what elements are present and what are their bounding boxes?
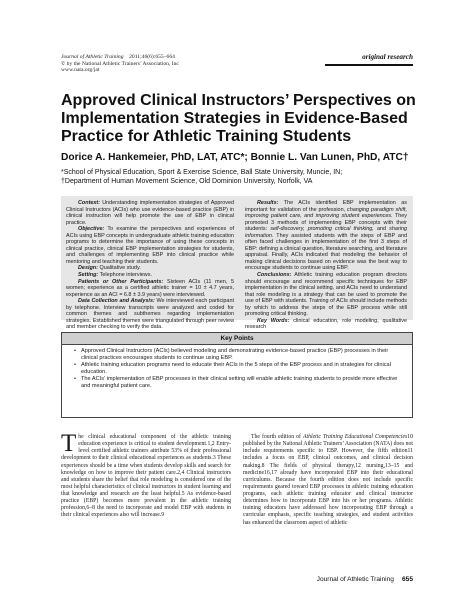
bullet-icon: • — [74, 348, 76, 354]
abstract-objective: Objective: To examine the perspectives and experiences of ACIs using EBP concepts in undergraduate athletic training education programs to determine the importance of using these concepts in clinical practice, clinical EBP implementation strategies for students, and challenges of implementing EBP into clinical practice while mentoring and teaching their students. — [66, 226, 234, 265]
author-line: Dorice A. Hankemeier, PhD, LAT, ATC*; Bonnie L. Van Lunen, PhD, ATC† — [61, 152, 409, 163]
journal-header — [61, 54, 179, 74]
affiliations — [61, 168, 431, 186]
drop-cap: T — [61, 430, 77, 457]
journal-url[interactable]: www.nata.org/jat — [61, 67, 100, 74]
body-right-column — [243, 434, 413, 527]
body-paragraph: The fourth edition of Athletic Training Educational Competencies10 published by the National Athletic Trainers’ Association (NATA) does not include requirements specific to EBP. However, the fifth edition11 includes a focus on EBP, clinical outcomes, and clinical decision making.8 The fields of physical therapy,12 nursing,13–15 and medicine16,17 already have incorporated EBP into their educational curriculums. Because the fourth edition does not include specific requirements geared toward EBP processes in athletic training education programs, each athletic training educator and clinical instructor determines how to incorporate EBP into his or her programs. Athletic training educators have addressed how incorporating EBP through a curricular emphasis, specific teaching strategies, and student activities has enhanced the classroom aspect of athletic — [243, 434, 413, 526]
journal-issue: 2011;46(6):655–664 — [129, 54, 175, 60]
abstract-design: Design: Qualitative study. — [78, 265, 141, 272]
affiliation-1: *School of Physical Education, Sport & Exercise Science, Ball State University, Muncie, IN; — [61, 169, 343, 176]
bullet-icon: • — [74, 376, 76, 383]
key-points-heading: Key Points — [62, 333, 412, 345]
copyright-line: © by the National Athletic Trainers’ Association, Inc — [61, 60, 179, 67]
abstract-context: Context: Understanding implementation strategies of Approved Clinical Instructors (ACIs) who use evidence-based practice (EBP) in clinical instruction will help promote the use of EBP in clinical practice. — [66, 200, 234, 226]
header-rule — [325, 64, 413, 66]
key-point-item: • Athletic training education programs need to educate their ACIs in the 5 steps of the EBP process and in strategies for clinical education. — [74, 362, 391, 375]
section-label: original research — [362, 53, 413, 61]
body-paragraph: The clinical educational component of the athletic training education experience is critical to student development.1,2 Entry-level certified athletic trainers attribute 53% of their professional development to their clinical educational experiences as students.3 These experiences should be a time when students develop skills and search for knowledge on how to improve their patient care.2,4 Clinical instructors and students share the belief that role modeling is considered one of the most helpful characteristics of clinical instructors in student learning and that knowledge and research are the least helpful.5 As evidence-based practice (EBP) becomes more prevalent in the athletic training profession,6–8 the need to incorporate and model EBP with students in their clinical experiences also will increase.9 — [61, 430, 231, 519]
key-point-item: • The ACIs’ implementation of EBP processes in their clinical setting will enable athletic training students to provide more effective and meaningful patient care. — [74, 376, 398, 389]
journal-title: Journal of Athletic Training — [61, 54, 124, 60]
affiliation-2: †Department of Human Movement Science, Old Dominion University, Norfolk, VA — [61, 178, 313, 185]
abstract-results: Results: The ACIs identified EBP implementation as important for validation of the profession, changing paradigm shift, improving patient care, and improving student experiences. They promoted 3 methods of implementing EBP concepts with their students: self-discovery, promoting critical thinking, and sharing information. They assisted students with the steps of EBP and often faced challenges in implementation of the first 3 steps of EBP: defining a clinical question, literature searching, and literature appraisal. Finally, ACIs indicated that modeling the behavior of making clinical decisions based on evidence was the best way to encourage students to continue using EBP. — [245, 200, 408, 272]
abstract-box — [61, 196, 413, 331]
abstract-participants: Patients or Other Participants: Sixteen ACIs (11 men, 5 women; experience as a certified athletic trainer = 10 ± 4.7 years, experience as an ACI = 6.8 ± 3.9 years) were interviewed. — [66, 278, 235, 298]
key-points-list — [62, 345, 412, 390]
key-points-box — [61, 332, 413, 418]
page-footer — [313, 576, 413, 583]
abstract-setting: Setting: Telephone interviews. — [78, 272, 152, 279]
abstract-keywords: Key Words: clinical education, role modeling, qualitative research — [245, 317, 407, 331]
footer-journal: Journal of Athletic Training — [316, 576, 394, 583]
key-point-item: • Approved Clinical Instructors (ACIs) believed modeling and demonstrating evidence-based practice (EBP) processes in their clinical practices encourages students to continue using EBP. — [74, 348, 389, 361]
page-number: 655 — [401, 576, 413, 583]
abstract-right-column — [245, 200, 407, 331]
body-left-column — [61, 430, 231, 520]
article-title: Approved Clinical Instructors’ Perspectives on Implementation Strategies in Evidence-Based Practice for Athletic Training Students — [61, 92, 416, 145]
bullet-icon: • — [74, 362, 76, 369]
abstract-conclusions: Conclusions: Athletic training education program directors should encourage and recommend specific techniques for EBP implementation in the clinical setting, and ACIs need to understand that role modeling is a strategy that can be used to promote the use of EBP with students. Training of ACIs should include methods by which to address the steps of the EBP process while still promoting critical thinking. — [245, 272, 408, 318]
abstract-left-column — [66, 200, 234, 331]
abstract-data-collection: Data Collection and Analysis: We interviewed each participant by telephone. Interview transcripts were analyzed and coded for common themes and subthemes regarding implementation strategies. Established themes were triangulated through peer review and member checking to verify the data. — [66, 298, 234, 331]
